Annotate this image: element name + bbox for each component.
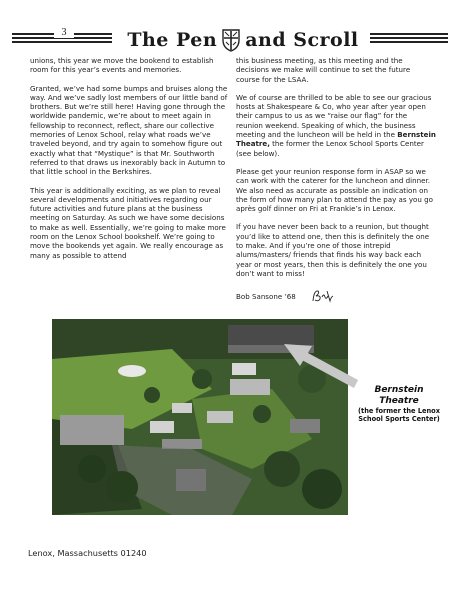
left-column [30, 56, 230, 269]
paragraph: This year is additionally exciting, as we plan to reveal several developments and initiatives regarding our future activities and future plans at the business meeting on Saturday. As such we have some decisions to make as well. Essentially, we’re going to make more room on the Lenox School bookshelf. We’re going to move the bookends yet again. We really encourage as many as possible to attend [30, 185, 226, 260]
title-left: The Pen [127, 29, 218, 51]
venue-name: Bernstein Theatre, [236, 130, 436, 149]
masthead-rule-right [370, 33, 448, 45]
crest-icon [221, 28, 241, 52]
text-span: We of course are thrilled to be able to see our gracious hosts at Shakespeare & Co, who year after year open their campus to us as we “raise our flag” for the reunion weekend. Speaking of which, the business meeting and the luncheon will be held in the [236, 92, 432, 140]
text-span: the former the Lenox School Sports Center (see below). [236, 139, 424, 158]
signature-block [236, 287, 436, 305]
paragraph: unions, this year we move the bookend to establish room for this year’s events and memories. [30, 56, 214, 75]
masthead [12, 26, 448, 54]
photo-caption [354, 385, 444, 424]
paragraph: this business meeting, as this meeting and the decisions we make will continue to set the future course for the LSAA. [236, 56, 411, 84]
paragraph: If you have never been back to a reunion, but thought you’d like to attend one, then this is definitely the one to make. And if you’re one of those intrepid alums/masters/ friends that finds his way back each year or most years, then this is definitely the one you don’t want to miss! [236, 222, 430, 278]
page-number: 3 [54, 27, 74, 38]
caption-title: Bernstein Theatre [374, 385, 424, 406]
arrow-icon [282, 340, 358, 390]
newsletter-title [114, 26, 372, 54]
right-column [236, 56, 436, 305]
paragraph [236, 93, 436, 158]
paragraph: Granted, we’ve had some bumps and bruises along the way. And we’ve sadly lost members of our little band of brothers. But we’re still here! Having gone through the worldwide pandemic, we’re about to meet again in fellowship to reconnect, reflect, share our collective memories of Lenox School, relay what roads we’ve traveled beyond, and try again to somehow figure out exactly what that “Mystique” is that Mr. Southworth referred to that draws us inexorably back in Autumn to that little school in the Berkshires. [30, 83, 228, 177]
signature-name: Bob Sansone ’68 [236, 291, 296, 301]
signature-icon [310, 287, 334, 305]
title-right: and Scroll [245, 29, 359, 51]
footer-address: Lenox, Massachusetts 01240 [28, 548, 147, 558]
paragraph: Please get your reunion response form in ASAP so we can work with the caterer for the luncheon and dinner. We also need as accurate as possible an indication on the form of how many plan to attend the pay as you go après golf dinner on Fri at Frankie’s in Lenox. [236, 166, 433, 214]
caption-subtitle: (the former the Lenox School Sports Center) [358, 407, 440, 424]
